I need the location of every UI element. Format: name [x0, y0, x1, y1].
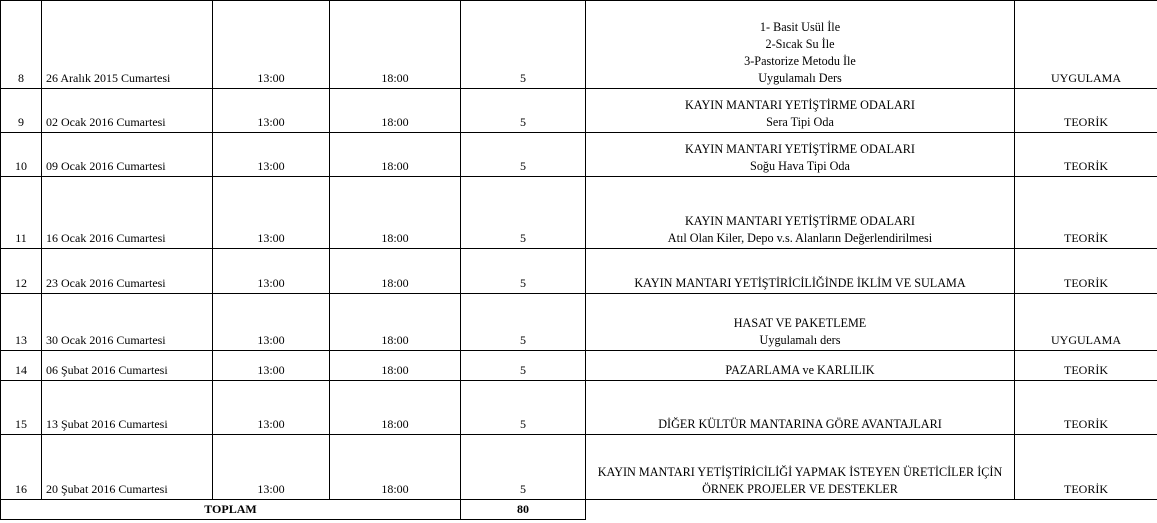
row-number: 11 — [1, 177, 42, 249]
row-hours: 5 — [461, 381, 586, 435]
total-value: 80 — [461, 500, 586, 520]
row-hours: 5 — [461, 1, 586, 89]
row-topic — [586, 294, 1015, 351]
topic-line: Uygulamalı Ders — [758, 71, 842, 85]
row-hours: 5 — [461, 249, 586, 294]
total-label: TOPLAM — [1, 500, 461, 520]
schedule-body — [1, 1, 1157, 520]
topic-line: KAYIN MANTARI YETİŞTİRİCİLİĞİNDE İKLİM VE SULAMA — [634, 276, 966, 290]
row-type: TEORİK — [1015, 249, 1157, 294]
row-topic — [586, 435, 1015, 500]
row-hours: 5 — [461, 177, 586, 249]
row-number: 12 — [1, 249, 42, 294]
total-row — [1, 500, 1157, 520]
row-end-time: 18:00 — [330, 435, 461, 500]
row-end-time: 18:00 — [330, 351, 461, 381]
row-type: UYGULAMA — [1015, 1, 1157, 89]
row-date: 02 Ocak 2016 Cumartesi — [42, 89, 213, 133]
topic-line: Uygulamalı ders — [759, 333, 841, 347]
topic-line: 3-Pastorize Metodu İle — [744, 54, 856, 68]
row-type: TEORİK — [1015, 177, 1157, 249]
row-end-time: 18:00 — [330, 381, 461, 435]
row-start-time: 13:00 — [213, 177, 330, 249]
table-row — [1, 435, 1157, 500]
topic-line: ÖRNEK PROJELER VE DESTEKLER — [702, 482, 898, 496]
topic-line: 1- Basit Usül İle — [759, 20, 841, 34]
row-date: 06 Şubat 2016 Cumartesi — [42, 351, 213, 381]
row-topic — [586, 177, 1015, 249]
row-type: TEORİK — [1015, 133, 1157, 177]
row-end-time: 18:00 — [330, 133, 461, 177]
row-topic — [586, 89, 1015, 133]
total-empty — [586, 500, 1157, 520]
row-hours: 5 — [461, 89, 586, 133]
row-number: 10 — [1, 133, 42, 177]
table-row — [1, 381, 1157, 435]
row-start-time: 13:00 — [213, 351, 330, 381]
row-topic — [586, 133, 1015, 177]
row-date: 26 Aralık 2015 Cumartesi — [42, 1, 213, 89]
table-row — [1, 89, 1157, 133]
topic-line: 2-Sıcak Su İle — [765, 37, 835, 51]
topic-line: KAYIN MANTARI YETİŞTİRME ODALARI — [684, 142, 915, 156]
table-row — [1, 294, 1157, 351]
topic-line: Atıl Olan Kiler, Depo v.s. Alanların Değerlendirilmesi — [667, 231, 933, 245]
table-row — [1, 1, 1157, 89]
row-end-time: 18:00 — [330, 249, 461, 294]
row-end-time: 18:00 — [330, 294, 461, 351]
row-hours: 5 — [461, 351, 586, 381]
row-date: 23 Ocak 2016 Cumartesi — [42, 249, 213, 294]
row-type: TEORİK — [1015, 89, 1157, 133]
row-date: 16 Ocak 2016 Cumartesi — [42, 177, 213, 249]
row-topic — [586, 381, 1015, 435]
row-end-time: 18:00 — [330, 177, 461, 249]
row-date: 20 Şubat 2016 Cumartesi — [42, 435, 213, 500]
topic-line: HASAT VE PAKETLEME — [733, 316, 867, 330]
topic-line: PAZARLAMA ve KARLILIK — [725, 363, 875, 377]
row-start-time: 13:00 — [213, 294, 330, 351]
row-number: 14 — [1, 351, 42, 381]
table-row — [1, 177, 1157, 249]
row-topic — [586, 1, 1015, 89]
row-start-time: 13:00 — [213, 381, 330, 435]
row-topic — [586, 249, 1015, 294]
row-type: TEORİK — [1015, 381, 1157, 435]
row-hours: 5 — [461, 133, 586, 177]
row-start-time: 13:00 — [213, 1, 330, 89]
table-row — [1, 351, 1157, 381]
row-type: TEORİK — [1015, 435, 1157, 500]
row-date: 13 Şubat 2016 Cumartesi — [42, 381, 213, 435]
row-end-time: 18:00 — [330, 1, 461, 89]
table-row — [1, 133, 1157, 177]
topic-line: Soğu Hava Tipi Oda — [750, 159, 850, 173]
row-number: 13 — [1, 294, 42, 351]
topic-line: KAYIN MANTARI YETİŞTİRME ODALARI — [684, 98, 915, 112]
row-start-time: 13:00 — [213, 435, 330, 500]
row-hours: 5 — [461, 435, 586, 500]
row-hours: 5 — [461, 294, 586, 351]
row-type: UYGULAMA — [1015, 294, 1157, 351]
row-start-time: 13:00 — [213, 89, 330, 133]
row-date: 09 Ocak 2016 Cumartesi — [42, 133, 213, 177]
row-start-time: 13:00 — [213, 133, 330, 177]
row-start-time: 13:00 — [213, 249, 330, 294]
row-number: 16 — [1, 435, 42, 500]
row-date: 30 Ocak 2016 Cumartesi — [42, 294, 213, 351]
topic-line: KAYIN MANTARI YETİŞTİRME ODALARI — [684, 214, 915, 228]
topic-line: DİĞER KÜLTÜR MANTARINA GÖRE AVANTAJLARI — [658, 417, 942, 431]
topic-line: Sera Tipi Oda — [766, 115, 834, 129]
topic-line: KAYIN MANTARI YETİŞTİRİCİLİĞİ YAPMAK İSTEYEN ÜRETİCİLER İÇİN — [597, 465, 1003, 479]
row-number: 15 — [1, 381, 42, 435]
row-number: 8 — [1, 1, 42, 89]
row-end-time: 18:00 — [330, 89, 461, 133]
row-type: TEORİK — [1015, 351, 1157, 381]
row-number: 9 — [1, 89, 42, 133]
table-row — [1, 249, 1157, 294]
row-topic — [586, 351, 1015, 381]
